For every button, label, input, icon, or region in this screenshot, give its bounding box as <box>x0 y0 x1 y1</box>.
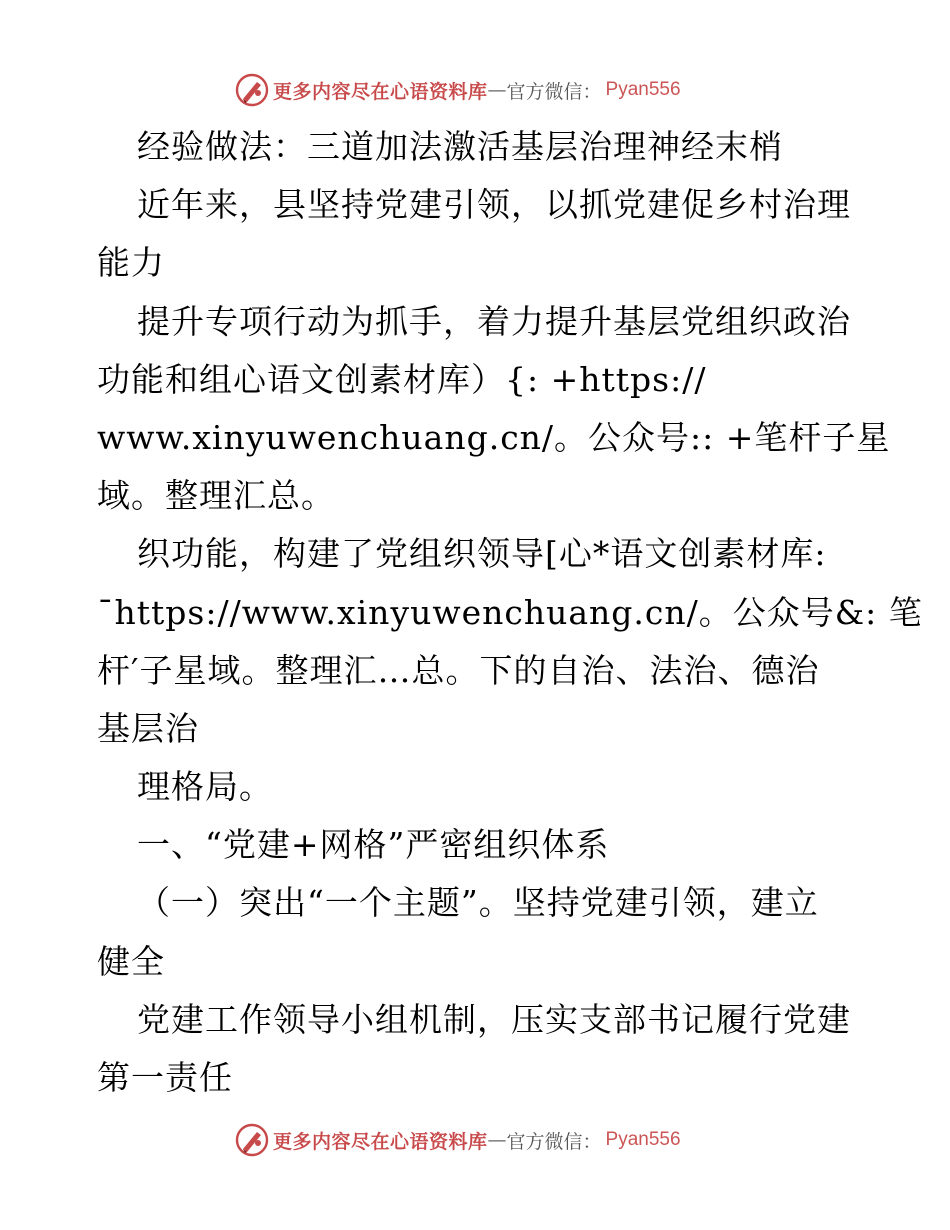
text-line: 理格局。 <box>137 767 273 807</box>
watermark-main-text: 更多内容尽在心语资料库 <box>273 1130 488 1153</box>
text-line: 杆′子星域。整理汇…总。下的自治、法治、德治 <box>97 650 820 690</box>
section-heading: 一、“党建+网格”严密组织体系 <box>137 825 610 865</box>
watermark-id: Pyan556 <box>605 1129 681 1150</box>
watermark-main-text: 更多内容尽在心语资料库 <box>273 80 488 103</box>
footer-watermark <box>235 1122 681 1158</box>
watermark-separator: — <box>487 1129 507 1151</box>
text-line: 提升专项行动为抓手，着力提升基层党组织政治 <box>137 301 851 341</box>
text-line: 健全 <box>97 941 165 981</box>
text-line: 能力 <box>97 243 165 283</box>
text-line: 党建工作领导小组机制，压实支部书记履行党建 <box>137 999 851 1039</box>
watermark-id: Pyan556 <box>605 79 681 100</box>
text-line: ¯https://www.xinyuwenchuang.cn/。公众号&: 笔 <box>97 592 923 632</box>
document-body <box>97 118 923 1107</box>
text-line: 基层治 <box>97 708 199 748</box>
pen-logo-icon <box>235 1123 269 1157</box>
watermark-sub-text: 官方微信： <box>506 80 602 103</box>
text-line: 第一责任 <box>97 1058 233 1097</box>
header-watermark <box>235 72 681 108</box>
text-line: 域。整理汇总。 <box>97 476 335 516</box>
text-line: 近年来，县坚持党建引领，以抓党建促乡村治理 <box>137 185 851 225</box>
watermark-sub-text: 官方微信： <box>506 1130 602 1153</box>
text-line: 织功能，构建了党组织领导[心*语文创素材库: <box>137 534 827 574</box>
text-line: www.xinyuwenchuang.cn/。公众号:: +笔杆子星 <box>97 417 891 457</box>
text-line: 功能和组心语文创素材库）{: +https:// <box>97 359 707 399</box>
watermark-separator: — <box>487 79 507 101</box>
article-title: 经验做法：三道加法激活基层治理神经末梢 <box>137 127 783 166</box>
pen-logo-icon <box>235 73 269 107</box>
subsection-heading: （一）突出“一个主题”。坚持党建引领，建立 <box>137 883 819 923</box>
